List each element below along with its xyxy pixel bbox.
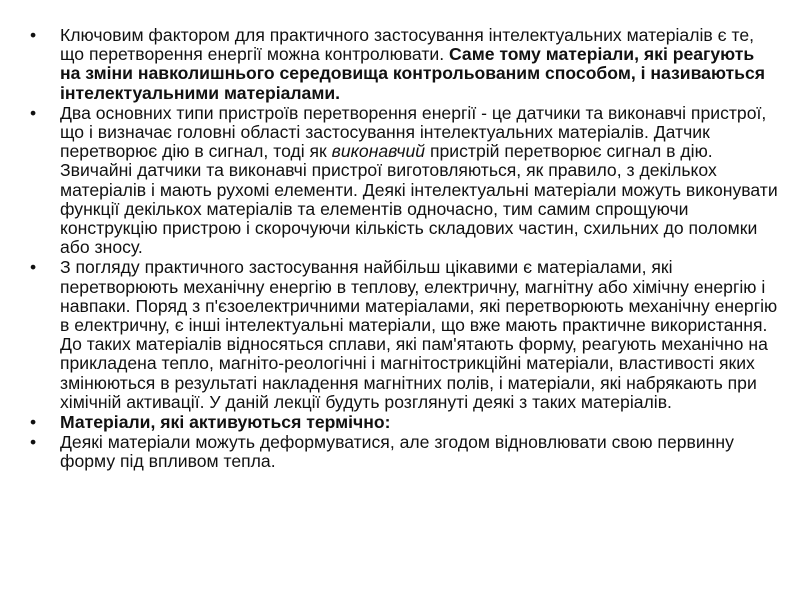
bullet-text: Два основних типи пристроїв перетворення енергії - це датчики та виконавчі пристрої, що і визначає головні області застосування інтелектуальних матеріалів. Датчик перетворює дію в сигнал, тоді як [60,102,767,162]
bullet-item-5 [28,433,778,471]
bullet-text: Ключовим фактором для практичного застосування інтелектуальних матеріалів є те, що перетворення енергії можна контролювати. [60,25,755,65]
bullet-bold-text: Матеріали, які активуються термічно: [60,412,391,433]
bullet-icon: • [30,257,37,278]
bullet-icon: • [30,102,37,123]
bullet-item-4 [28,413,778,432]
bullet-list [28,26,778,472]
bullet-icon: • [30,25,37,45]
bullet-text-continued: пристрій перетворює сигнал в дію. Звичайні датчики та виконавчі пристрої виготовляються, як правило, з декількох матеріалів і мають рухомі елементи. Деякі інтелектуальні матеріали можуть виконувати функції декількох матеріалів та елементів одночасно, тим самим спрощуючи конструкцію пристрою і скорочуючи кількість складових частин, схильних до поломки або зносу. [60,141,778,258]
bullet-bold-text: Саме тому матеріали, які реагують на зміни навколишнього середовища контрольованим способом, і називаються інтелектуальними матеріалами. [60,44,766,103]
bullet-icon: • [30,412,37,433]
bullet-icon: • [30,432,37,453]
bullet-text: Деякі матеріали можуть деформуватися, але згодом відновлювати свою первинну форму під впливом тепла. [60,432,734,472]
bullet-item-1 [28,26,778,103]
bullet-text: З погляду практичного застосування найбільш цікавими є матеріалами, які перетворюють механічну енергію в теплову, електричну, магнітну або хімічну енергію і навпаки. Поряд з п'єзоелектричними матеріалами, які перетворюють механічну енергію в електричну, є інші інтелектуальні матеріали, що вже мають практичне використання. До таких матеріалів відносяться сплави, які пам'ятають форму, реагують механічно на прикладена тепло, магніто-реологічні і магнітострикційні матеріали, властивості яких змінюються в результаті накладення магнітних полів, і матеріали, які набрякають при хімічній активації. У даній лекції будуть розглянуті деякі з таких матеріалів. [60,257,778,412]
bullet-item-3 [28,258,778,412]
bullet-item-2 [28,104,778,258]
bullet-italic-text: виконавчий [331,141,426,162]
